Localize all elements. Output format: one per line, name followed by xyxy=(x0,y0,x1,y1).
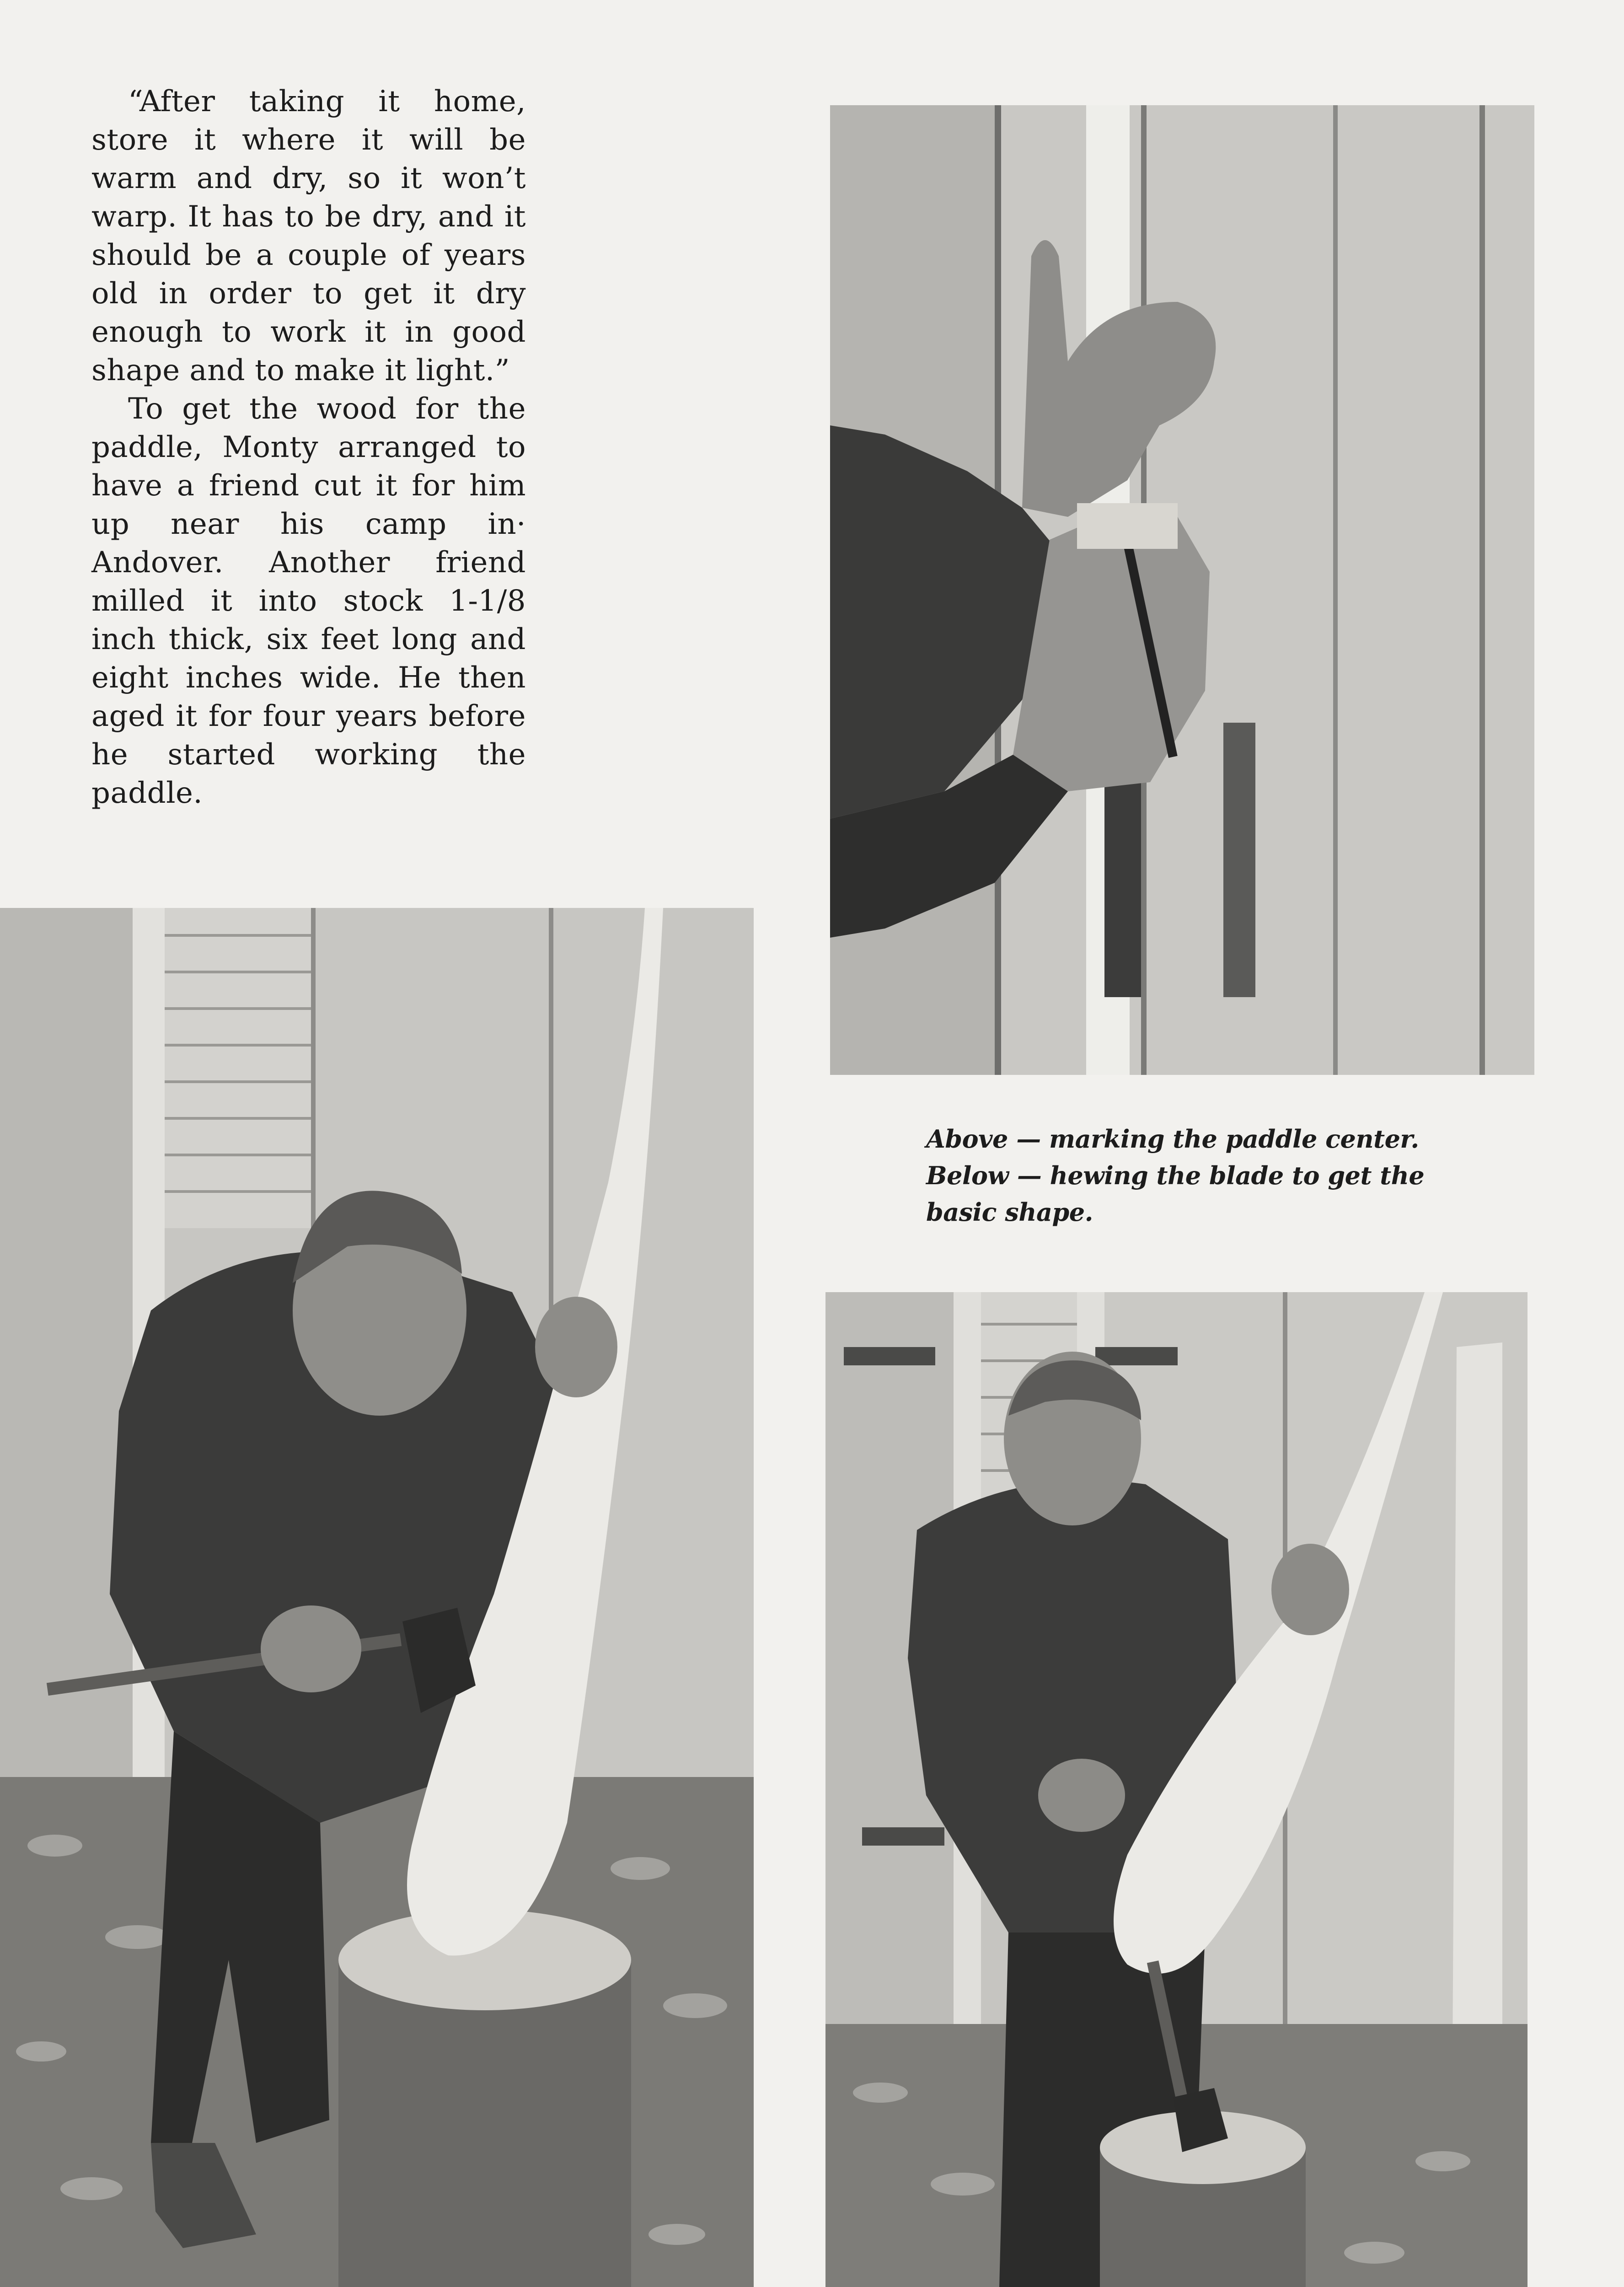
photo-inspecting-paddle xyxy=(825,1292,1528,2287)
caption-line-below: Below — hewing the blade to get the basic shape. xyxy=(926,1161,1425,1227)
caption-line-above: Above — marking the paddle center. xyxy=(926,1124,1419,1154)
article-text xyxy=(91,82,526,812)
photo-marking-paddle-center xyxy=(830,105,1534,1075)
article-paragraph-1: “After taking it home, store it where it will be warm and dry, so it won’t warp. It has to be dry, and it should be a couple of years old in order to get it dry enough to work it in good shape and to make it light.” xyxy=(91,85,526,387)
photo-caption xyxy=(926,1121,1489,1230)
photo-hewing-blade xyxy=(0,908,754,2287)
article-paragraph-2: To get the wood for the paddle, Monty arranged to have a friend cut it for him up near his camp in· Andover. Another friend milled it into stock 1-1/8 inch thick, six feet long and eight inches wide. He then aged it for four years before he started working the paddle. xyxy=(91,392,526,810)
